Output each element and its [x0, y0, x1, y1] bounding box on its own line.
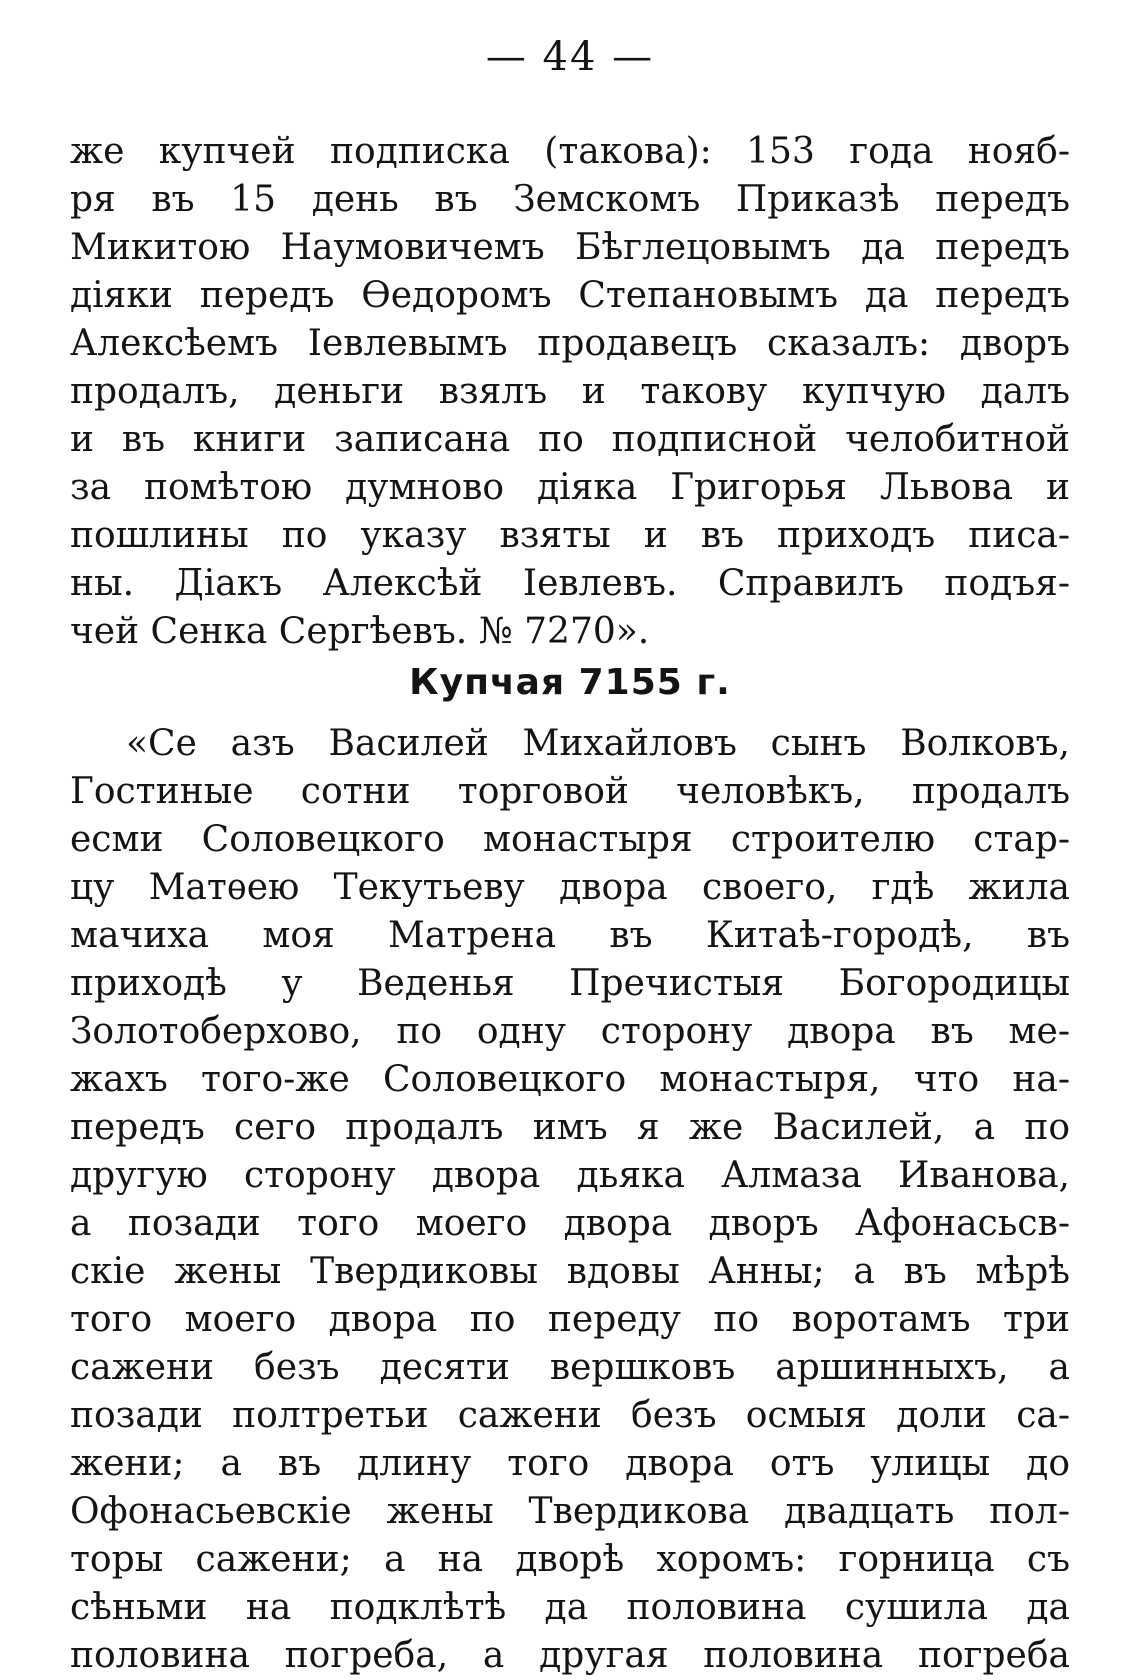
text-line: діяки передъ Ѳедоромъ Степановымъ да передъ [70, 275, 1070, 316]
text-line: Микитою Наумовичемъ Бѣглецовымъ да передъ [70, 227, 1070, 268]
text-line: за помѣтою думново діяка Григорья Львова и [70, 467, 1070, 508]
text-line: передъ сего продалъ имъ я же Василей, а по [70, 1107, 1070, 1148]
text-line: того моего двора по переду по воротамъ три [70, 1299, 1070, 1340]
text-line: Алексѣемъ Іевлевымъ продавецъ сказалъ: дворъ [70, 323, 1070, 364]
text-line: мачиха моя Матрена въ Китаѣ-городѣ, въ [70, 915, 1070, 956]
text-line: Офонасьевскіе жены Твердикова двадцать пол- [70, 1491, 1070, 1532]
text-line: приходѣ у Веденья Пречистыя Богородицы [70, 963, 1070, 1004]
text-line: скіе жены Твердиковы вдовы Анны; а въ мѣрѣ [70, 1251, 1070, 1292]
text-line: и въ книги записана по подписной челобитной [70, 419, 1070, 460]
text-line: жени; а въ длину того двора отъ улицы до [70, 1443, 1070, 1484]
text-line: позади полтретьи сажени безъ осмыя доли са- [70, 1395, 1070, 1436]
section-heading: Купчая 7155 г. [409, 662, 731, 703]
text-line: цу Матѳею Текутьеву двора своего, гдѣ жила [70, 867, 1070, 908]
text-line: ря въ 15 день въ Земскомъ Приказѣ передъ [70, 179, 1070, 220]
text-line: есми Соловецкого монастыря строителю стар- [70, 819, 1070, 860]
text-line: пошлины по указу взяты и въ приходъ писа- [70, 515, 1070, 556]
text-line: Гостиные сотни торговой человѣкъ, продалъ [70, 771, 1070, 812]
text-line: чей Сенка Сергѣевъ. № 7270». [70, 611, 650, 652]
text-line: жахъ того-же Соловецкого монастыря, что на- [70, 1059, 1070, 1100]
text-line: торы сажени; а на дворѣ хоромъ: горница съ [70, 1539, 1070, 1580]
text-line: половина погреба, а другая половина погреба [70, 1635, 1070, 1676]
text-line: сѣньми на подклѣтѣ да половина сушила да [70, 1587, 1070, 1628]
page-number: — 44 — [485, 34, 655, 80]
text-line: Золотоберхово, по одну сторону двора въ ме- [70, 1011, 1070, 1052]
text-line: ны. Діакъ Алексѣй Іевлевъ. Справилъ подъя- [70, 563, 1070, 604]
text-line: «Се азъ Василей Михайловъ сынъ Волковъ, [126, 723, 1070, 764]
paragraph-2 [70, 720, 1070, 1680]
text-line: другую сторону двора дьяка Алмаза Иванова, [70, 1155, 1070, 1196]
text-line: же купчей подписка (такова): 153 года нояб- [70, 131, 1070, 172]
paragraph-1 [70, 128, 1070, 656]
text-line: а позади того моего двора дворъ Афонасьсв- [70, 1203, 1070, 1244]
text-line: продалъ, деньги взялъ и такову купчую далъ [70, 371, 1070, 412]
text-line: сажени безъ десяти вершковъ аршинныхъ, а [70, 1347, 1070, 1388]
